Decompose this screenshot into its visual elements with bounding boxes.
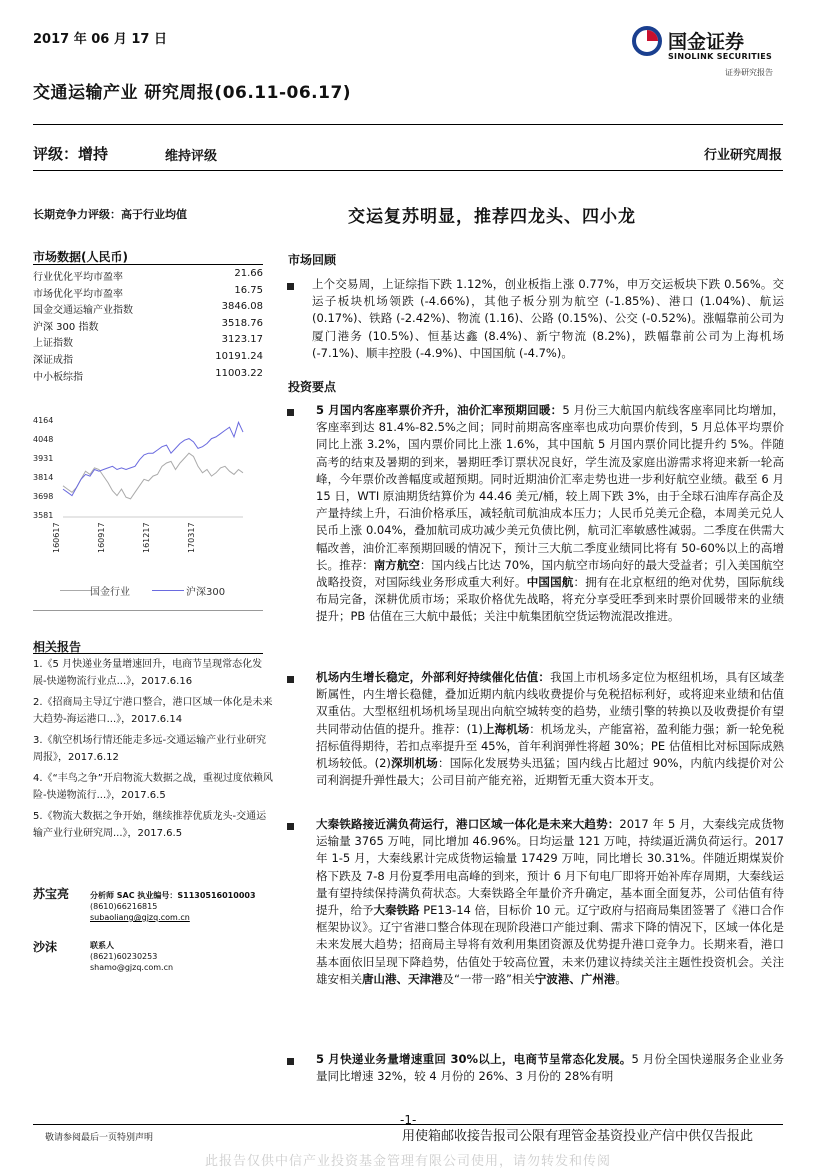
bullet-icon (287, 676, 294, 683)
airport-pick-1: 上海机场 (482, 721, 530, 736)
y-tick-label: 3698 (33, 491, 54, 501)
railway-pick-2-text: 及“一带一路”相关 (442, 971, 535, 986)
author-phone-1: (8610)66216815 (90, 902, 158, 911)
logo-text-cn: 国金证券 (668, 31, 745, 53)
airline-pick-2: 中国国航 (526, 575, 574, 590)
chart-legend (60, 583, 280, 597)
market-data-label: 国金交通运输产业指数 (33, 305, 133, 317)
airport-text: 我国上市机场多定位为枢纽机场，具有区域垄断属性，内生增长稳健，叠加近期内航内线收费提价与免税招标利好，或将迎来业绩和估值双重估。大型枢纽机场机场呈现出向航空城转变的趋势，业绩引擎的转换以及收费提价有望共同带动估值的提升。推荐：(1) (316, 670, 785, 736)
airline-heading: 5 月国内客座率票价齐升，油价汇率预期回暖： (316, 403, 563, 417)
airline-paragraph (316, 402, 784, 626)
index-line-chart (33, 410, 253, 570)
airline-text: 5 月份三大航国内航线客座率同比均增加，客座率到达 81.4%-82.5%之间；同时前期高客座率也成功向票价传到，5 月总体平均票价同比上涨 3.2%，国内票价同比上涨 1.6%，其中国航 5 月国内票价同比提升约 5%。伴随高考的结束及暑期的到来，暑期旺季订票状况良好，学生流及家庭出游需求将迎来新一轮高峰，今年票价改善幅度或超预期。同时近期油价汇率走势也进一步利好航空业绩。截至 6 月 15 日，WTI 原油期货结算价为 44.46 美元/桶，较上周下跌 3%，由于全球石油库存高企及产量持续上升，石油价格承压，减轻航司航油成本压力；人民币兑美元企稳，本周美元兑人民币上涨 0.04%，叠加航司成功减少美元负债比例，航司汇率敏感性减弱。二季度在供需大幅改善，油价汇率预期回暖的情况下，预计三大航二季度业绩同比将有 50-60%以上的高增长。推荐： (316, 403, 784, 572)
market-data-label: 深证成指 (33, 355, 73, 366)
watermark: 此报告仅供中信产业投资基金管理有限公司使用，请勿转发和传阅 (205, 1154, 612, 1169)
market-data-label: 中小板综指 (33, 371, 83, 383)
x-tick-label: 170317 (187, 522, 196, 553)
railway-pick-1: 大秦铁路 (373, 903, 420, 918)
author-name-1: 苏宝亮 (33, 887, 70, 901)
author-role-1: 分析师 SAC 执业编号：S1130516010003 (90, 891, 256, 900)
related-report-date: 2017.6.14 (131, 714, 183, 725)
related-reports-title: 相关报告 (33, 640, 82, 654)
market-data-title: 市场数据(人民币) (33, 250, 128, 264)
related-report-item[interactable]: 3.《航空机场行情还能走多远-交通运输产业行业研究周报》，2017.6.12 (33, 735, 267, 763)
market-data-row (33, 301, 263, 317)
market-data-rule (33, 264, 263, 265)
page-number: -1- (400, 1113, 417, 1127)
railway-pick-1-text: PE13-14 倍，目标价 10 元。辽宁政府与招商局集团签署了《港口合作框架协议》。辽宁省港口整合体现在现阶段港口产能过剩、需求下降的情况下，区域一体化是未来发展大趋势；招商局主导将有效利用集团资源及优势提升港口竞争力。长期来看，港口基本面依旧呈现下降趋势，估值处于较高位置，未来仍建议持续关注主题性投资机会。关注雄安相关 (316, 903, 785, 986)
chart-bottom-rule (33, 610, 263, 611)
market-data-row (33, 318, 263, 334)
airline-pick-2-text: ：拥有在北京枢纽的绝对优势，国际航线布局完备，深耕优质市场；采取价格优先战略，将充分享受旺季到来时票价回暖带来的业绩提升；PB 估值在三大航中最低；关注中航集团航空货运物流混改推进。 (316, 575, 785, 624)
investment-title: 投资要点 (288, 380, 337, 394)
legend-label-industry: 国金行业 (90, 587, 130, 598)
sinolink-logo-icon (632, 26, 662, 56)
author-email-1[interactable]: subaoliang@gjzq.com.cn (90, 913, 190, 922)
bullet-icon (287, 1058, 294, 1065)
related-report-text: 1.《5 月快递业务量增速回升，电商节呈现常态化发展-快递物流行业点...》 (33, 659, 263, 687)
market-data-label: 沪深 300 指数 (33, 321, 99, 333)
related-report-text: 2.《招商局主导辽宁港口整合，港口区域一体化是未来大趋势-海运港口...》 (33, 697, 273, 725)
y-tick-label: 3814 (33, 473, 54, 483)
related-reports-rule (33, 653, 263, 654)
author-info-1 (90, 890, 256, 923)
market-data-row (33, 285, 263, 301)
market-data-value: 3518.76 (221, 317, 263, 329)
y-tick-label: 3581 (33, 511, 54, 520)
market-data-value: 10191.24 (215, 351, 263, 362)
market-data-label: 上证指数 (33, 338, 73, 350)
railway-text: 2017 年 5 月，大秦线完成货物运输量 3765 万吨，同比增加 46.96%。日均运量 121 万吨，持续逼近满负荷运行。2017 年 1-5 月，大秦线累计完成货物运输量 17429 万吨，同比增长 30.31%。伴随近期煤炭价格下跌及 7-8 月份夏季用电高峰的到来，预计 6 月下旬电厂即将开始补库存周期，大秦线运量有望持续保持满负荷状态。大秦铁路全年量价齐升确定，基本面全面复苏，公司估值有待提升，给予 (316, 817, 784, 918)
header-rule-bottom (33, 170, 783, 171)
logo-text-en: SINOLINK SECURITIES (668, 52, 773, 61)
bullet-icon (287, 283, 294, 290)
footer-disclaimer: 敬请参阅最后一页特别声明 (45, 1133, 154, 1143)
related-report-text: 4.《“丰鸟之争”开启物流大数据之战，重视过度依赖风险-快递物流行...》 (33, 773, 273, 801)
bullet-icon (287, 823, 294, 830)
market-data-value: 11003.22 (215, 367, 263, 379)
market-data-value: 16.75 (234, 284, 263, 296)
x-tick-label: 160917 (97, 522, 106, 553)
legend-label-hs300: 沪深300 (186, 587, 226, 598)
related-report-item[interactable]: 5.《物流大数据之争开始，继续推荐优质龙头-交通运输产业行业研究周...》，2017.6.5 (33, 811, 267, 839)
express-paragraph (316, 1051, 784, 1085)
market-data-row (33, 268, 263, 284)
market-data-label: 行业优化平均市盈率 (33, 272, 123, 283)
report-title: 交通运输产业 研究周报(06.11-06.17) (33, 83, 352, 103)
market-review-paragraph: 上个交易周，上证综指下跌 1.12%，创业板指上涨 0.77%，申万交运板块下跌 0.56%。交运子板块机场领跌 (-4.66%)，其他子板分别为航空 (-1.85%)、港口 (1.04%)、航运 (0.17%)、铁路 (-2.42%)、物流 (1.16)、公路 (0.15%)、公交 (-0.52%)。涨幅靠前公司为厦门港务 (10.5%)、恒基达鑫 (8.4%)、新宁物流 (8.2%)，跌幅靠前公司为上海机场 (-7.1%)、顺丰控股 (-4.9%)、中国国航 (-4.7%)。 (312, 277, 784, 360)
author-phone-2: (8621)60230253 (90, 952, 158, 961)
longterm-rating: 长期竞争力评级：高于行业均值 (33, 208, 187, 221)
related-report-date: 2017.6.5 (121, 790, 166, 801)
railway-pick-2: 唐山港、天津港 (362, 971, 443, 986)
airport-heading: 机场内生增长稳定，外部利好持续催化估值： (316, 670, 551, 684)
market-data-label: 市场优化平均市盈率 (33, 288, 123, 300)
market-data-row (33, 368, 263, 384)
rating-maintain: 维持评级 (165, 149, 218, 164)
related-report-item[interactable]: 4.《“丰鸟之争”开启物流大数据之战，重视过度依赖风险-快递物流行...》，2017.6.5 (33, 773, 273, 801)
related-report-date: 2017.6.16 (141, 676, 193, 687)
airline-pick-1-text: ：国内线占比达 70%，国内航空市场向好的最大受益者；引入美国航空战略投资，对国际线业务形成重大利好。 (316, 557, 785, 590)
airport-pick-1-text: ：机场龙头，产能富裕，盈利能力强；新一轮免税招标值得期待，若扣点率提升至 45%，首年利润弹性将超 30%；PE 估值相比对标国际成熟机场较低。(2) (316, 721, 785, 771)
express-text: 5 月份全国快递服务企业业务量同比增速 32%，较 4 月份的 26%、3 月份的 28%有明 (316, 1052, 784, 1084)
logo-subtitle: 证券研究报告 (725, 68, 773, 77)
author-info-2 (90, 940, 173, 973)
related-report-text: 5.《物流大数据之争开始，继续推荐优质龙头-交通运输产业行业研究周...》 (33, 811, 267, 839)
rating: 评级：增持 (33, 145, 109, 163)
market-review-title: 市场回顾 (288, 253, 337, 267)
airport-paragraph (316, 669, 784, 789)
legend-swatch-industry (60, 590, 92, 591)
author-name-2: 沙沫 (33, 940, 58, 954)
bullet-icon (287, 409, 294, 416)
author-role-2: 联系人 (90, 941, 114, 950)
y-tick-label: 4164 (33, 416, 54, 425)
legend-swatch-hs300 (152, 590, 184, 591)
airline-pick-1: 南方航空 (373, 557, 420, 572)
railway-heading: 大秦铁路接近满负荷运行，港口区域一体化是未来大趋势： (316, 817, 620, 831)
y-tick-label: 4048 (33, 434, 54, 444)
market-data-value: 3846.08 (221, 301, 263, 313)
airport-pick-2-text: ：国际化发展势头迅猛；国内线占比超过 90%，内航内线提价对公司利润提升弹性最大；公司目前产能充裕，近期暂无重大资本开支。 (316, 756, 784, 788)
railway-pick-3: 宁波港、广州港 (534, 971, 616, 986)
footer-mirrored-note: 用使箱邮收接告报司公限有理管金基资投业产信中供仅告报此 (402, 1129, 754, 1144)
related-report-item[interactable]: 2.《招商局主导辽宁港口整合，港口区域一体化是未来大趋势-海运港口...》，2017.6.14 (33, 697, 273, 725)
author-email-2[interactable]: shamo@gjzq.com.cn (90, 963, 174, 972)
x-tick-label: 160617 (52, 522, 61, 553)
related-report-text: 3.《航空机场行情还能走多远-交通运输产业行业研究周报》 (33, 735, 267, 763)
report-date: 2017 年 06 月 17 日 (33, 32, 167, 47)
related-report-item[interactable]: 1.《5 月快递业务量增速回升，电商节呈现常态化发展-快递物流行业点...》，2017.6.16 (33, 659, 263, 687)
x-tick-label: 161217 (142, 522, 151, 553)
market-data-row (33, 351, 263, 367)
railway-end: 。 (615, 971, 627, 986)
related-report-date: 2017.6.12 (68, 752, 119, 763)
market-data-value: 3123.17 (221, 334, 263, 346)
y-tick-label: 3931 (33, 453, 54, 463)
headline: 交运复苏明显，推荐四龙头、四小龙 (348, 207, 636, 227)
airport-pick-2: 深圳机场 (390, 756, 439, 771)
market-data-row (33, 334, 263, 350)
series-line-hs300 (63, 422, 243, 495)
report-type: 行业研究周报 (703, 148, 782, 163)
related-report-date: 2017.6.5 (137, 828, 183, 839)
market-data-value: 21.66 (234, 268, 263, 279)
railway-paragraph (316, 816, 784, 988)
express-heading: 5 月快递业务量增速重回 30%以上，电商节呈常态化发展。 (316, 1052, 632, 1066)
header-rule-top (33, 124, 783, 125)
